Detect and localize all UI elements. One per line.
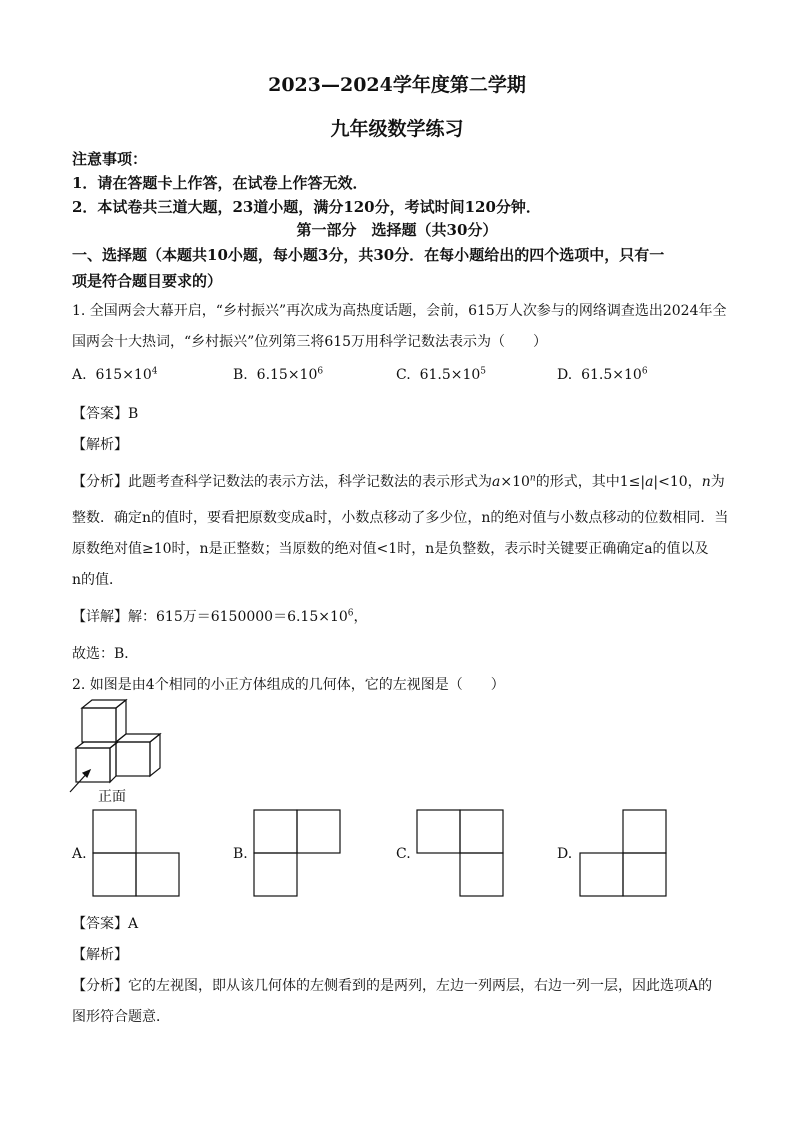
- notes-item-2: 2．本试卷共三道大题，23道小题，满分120分，考试时间120分钟．: [72, 198, 541, 216]
- q1-stem-line1: 1. 全国两会大幕开启，“乡村振兴”再次成为高热度话题，会前，615万人次参与的网络调查选出2024年全: [72, 303, 727, 319]
- section-heading-line1: 一、选择题（本题共10小题，每小题3分，共30分．在每小题给出的四个选项中，只有一: [72, 246, 665, 264]
- q1-option-c: C. $61.5\times 10^5$: [396, 366, 487, 383]
- q2-option-b-label: B.: [233, 846, 248, 862]
- q2-option-a-label: A.: [72, 846, 87, 862]
- cube-front-side: [110, 743, 116, 782]
- q2-analysis-heading: 【解析】: [72, 947, 128, 963]
- q2-option-a-figure: [92, 809, 182, 899]
- q1-fenxi-line2: 整数．确定n的值时，要看把原数变成a时，小数点移动了多少位，n的绝对值与小数点移动的位数相同．当: [72, 510, 729, 526]
- cube-right-front: [116, 742, 150, 776]
- q1-fenxi-line1: 【分析】此题考查科学记数法的表示方法，科学记数法的表示形式为$a\times 10^n$的形式，其中1≤|a|<10，n为: [72, 473, 725, 490]
- q2-option-c-figure: [416, 809, 506, 899]
- q2-stem: 2. 如图是由4个相同的小正方体组成的几何体，它的左视图是（ ）: [72, 677, 505, 693]
- q2-fenxi-line1: 【分析】它的左视图，即从该几何体的左侧看到的是两列，左边一列两层，右边一列一层，因此选项A的: [72, 978, 713, 994]
- cube-right-top: [116, 734, 160, 742]
- part1-title: 第一部分 选择题（共30分）: [296, 221, 498, 239]
- notes-heading: 注意事项：: [72, 150, 148, 168]
- front-label: 正面: [98, 789, 126, 805]
- cube-top-front: [82, 708, 116, 742]
- q2-option-c-label: C.: [396, 846, 411, 862]
- q1-fenxi-line4: n的值．: [72, 572, 124, 588]
- cube-top-face: [82, 700, 126, 708]
- q1-option-d: D. $61.5\times 10^6$: [557, 366, 648, 383]
- q2-answer: 【答案】A: [72, 916, 139, 932]
- page-subtitle: 九年级数学练习: [330, 118, 464, 140]
- q1-detail: 【详解】解：615万$=6150000=6.15\times 10^6$，: [72, 608, 368, 625]
- q2-option-d-label: D.: [557, 846, 573, 862]
- q2-option-b-figure: [253, 809, 343, 899]
- q2-fenxi-line2: 图形符合题意．: [72, 1009, 170, 1025]
- q1-conclusion: 故选：B．: [72, 646, 139, 662]
- cube-figure: [66, 696, 166, 800]
- q1-stem-line2: 国两会十大热词，“乡村振兴”位列第三将615万用科学记数法表示为（ ）: [72, 334, 548, 350]
- cube-right-side: [150, 734, 160, 776]
- q1-analysis-heading: 【解析】: [72, 437, 128, 453]
- page-title: 2023—2024学年度第二学期: [268, 74, 526, 96]
- notes-item-1: 1．请在答题卡上作答，在试卷上作答无效．: [72, 174, 368, 192]
- cube-front-front: [76, 748, 110, 782]
- q1-option-b: B. $6.15\times 10^6$: [233, 366, 324, 383]
- q1-option-a: A. $615\times 10^4$: [72, 366, 158, 383]
- section-heading-line2: 项是符合题目要求的）: [72, 272, 223, 290]
- q1-fenxi-line3: 原数绝对值≥10时，n是正整数；当原数的绝对值<1时，n是负整数，表示时关键要正确确定a的值以及: [72, 541, 709, 557]
- q2-option-d-figure: [579, 809, 669, 899]
- q1-answer: 【答案】B: [72, 406, 139, 422]
